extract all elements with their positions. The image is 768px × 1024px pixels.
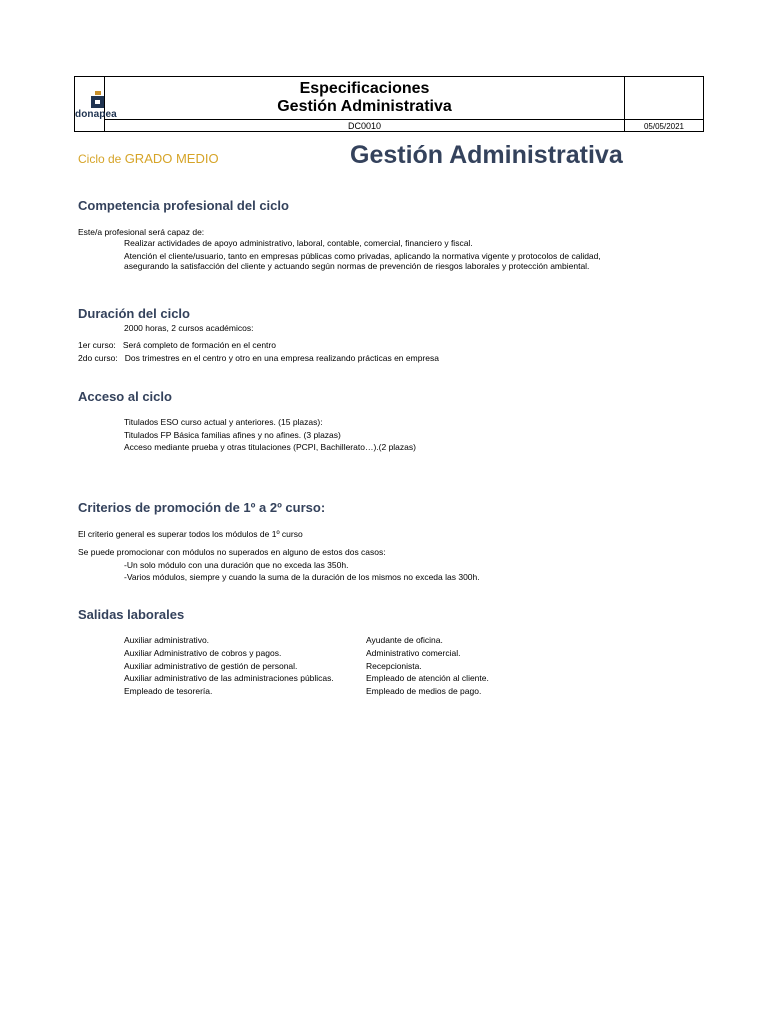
salidas-item: Auxiliar Administrativo de cobros y pagos.	[124, 648, 282, 658]
duracion-total: 2000 horas, 2 cursos académicos:	[124, 323, 254, 333]
competencia-item: Realizar actividades de apoyo administrativo, laboral, contable, comercial, financiero y fiscal.	[124, 238, 473, 248]
duracion-curso2: 2do curso: Dos trimestres en el centro y otro en una empresa realizando prácticas en empresa	[78, 353, 439, 363]
header-title-line1: Especificaciones	[299, 80, 430, 97]
ciclo-level: GRADO MEDIO	[124, 151, 219, 166]
header-title-line2: Gestión Administrativa	[277, 98, 452, 115]
page-title: Gestión Administrativa	[350, 141, 623, 169]
salidas-item: Auxiliar administrativo.	[124, 635, 210, 645]
salidas-item: Recepcionista.	[366, 661, 422, 671]
salidas-item: Auxiliar administrativo de las administraciones públicas.	[124, 673, 334, 683]
acceso-item: Titulados FP Básica familias afines y no afines. (3 plazas)	[124, 430, 341, 440]
competencia-item: Atención el cliente/usuario, tanto en empresas públicas como privadas, aplicando la normativa vigente y protocolos de calidad, asegurando la satisfacción del cliente y actuando según normas de prevención de riesgos laborales y protección ambiental.	[124, 251, 601, 271]
salidas-item: Auxiliar administrativo de gestión de personal.	[124, 661, 298, 671]
document-header	[74, 76, 704, 132]
competencia-heading: Competencia profesional del ciclo	[78, 198, 289, 213]
duracion-curso1: 1er curso: Será completo de formación en el centro	[78, 340, 276, 350]
criterios-casos-intro: Se puede promocionar con módulos no superados en alguno de estos dos casos:	[78, 547, 386, 557]
document-date: 05/05/2021	[643, 122, 685, 131]
donapea-logo-icon	[91, 91, 105, 108]
salidas-item: Empleado de atención al cliente.	[366, 673, 489, 683]
acceso-item: Acceso mediante prueba y otras titulaciones (PCPI, Bachillerato…).(2 plazas)	[124, 442, 416, 452]
criterios-general: El criterio general es superar todos los módulos de 1º curso	[78, 529, 303, 539]
salidas-item: Empleado de medios de pago.	[366, 686, 482, 696]
header-divider	[104, 119, 703, 120]
acceso-item: Titulados ESO curso actual y anteriores. (15 plazas):	[124, 417, 323, 427]
ciclo-prefix: Ciclo de	[78, 152, 125, 166]
criterios-caso: -Un solo módulo con una duración que no exceda las 350h.	[124, 560, 349, 570]
salidas-item: Administrativo comercial.	[366, 648, 461, 658]
criterios-heading: Criterios de promoción de 1º a 2º curso:	[78, 500, 326, 515]
salidas-item: Ayudante de oficina.	[366, 635, 443, 645]
document-code: DC0010	[347, 121, 382, 131]
ciclo-label	[78, 151, 219, 166]
salidas-heading: Salidas laborales	[78, 607, 185, 622]
salidas-item: Empleado de tesorería.	[124, 686, 213, 696]
logo-text: donapea	[75, 109, 117, 120]
competencia-intro: Este/a profesional será capaz de:	[78, 227, 205, 237]
acceso-heading: Acceso al ciclo	[78, 389, 172, 404]
duracion-heading: Duración del ciclo	[78, 306, 190, 321]
criterios-caso: -Varios módulos, siempre y cuando la suma de la duración de los mismos no exceda las 300h.	[124, 572, 480, 582]
